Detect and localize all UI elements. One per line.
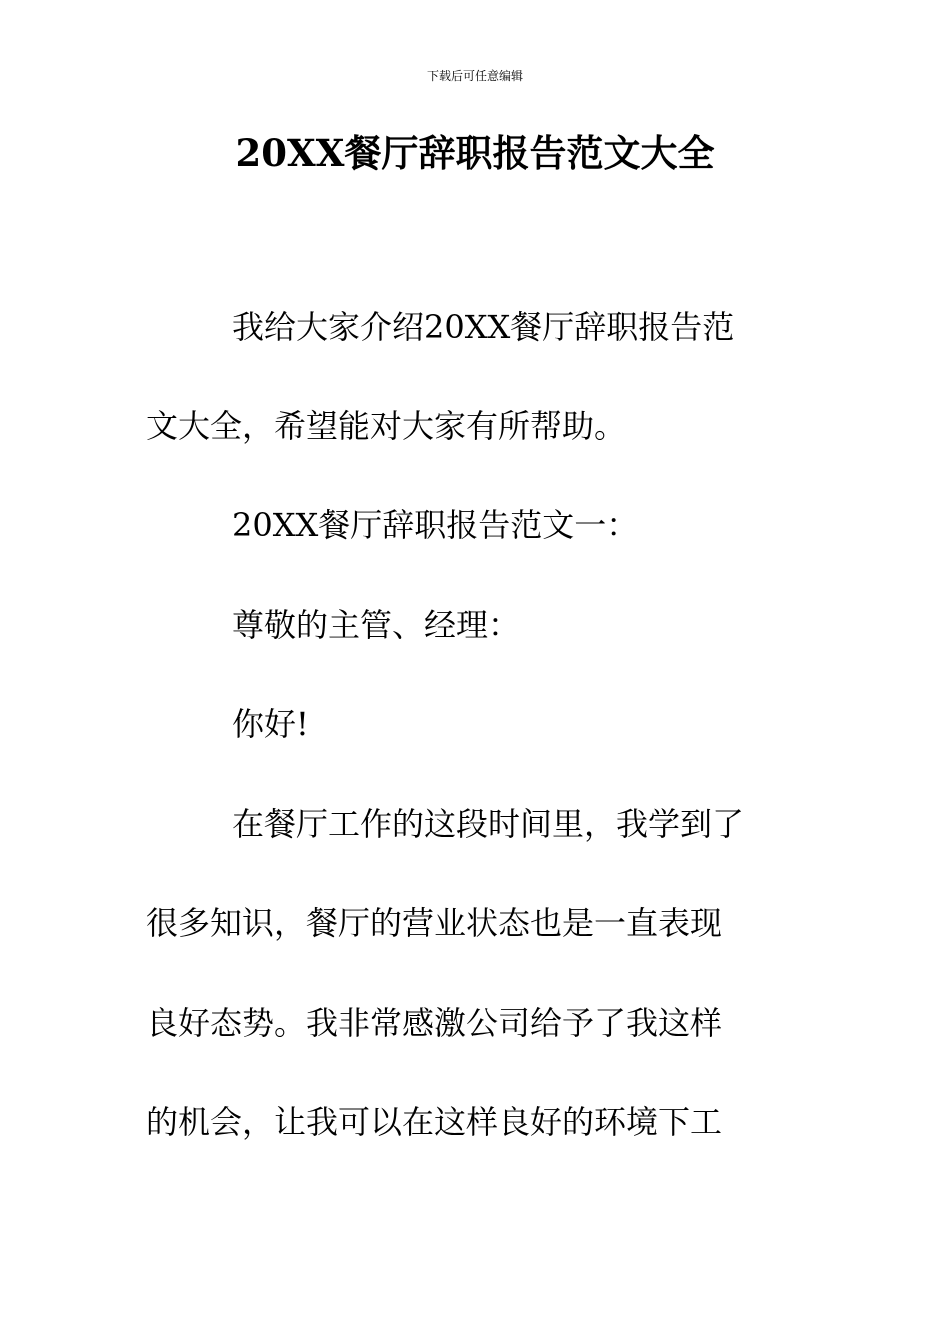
- greeting: 你好!: [232, 705, 309, 743]
- body-line-1: 在餐厅工作的这段时间里，我学到了: [232, 805, 745, 843]
- body-line-2: 很多知识，餐厅的营业状态也是一直表现: [146, 904, 723, 942]
- section-heading: 20XX餐厅辞职报告范文一：: [232, 506, 639, 544]
- page-title: 20XX餐厅辞职报告范文大全: [235, 131, 715, 175]
- body-line-4: 的机会，让我可以在这样良好的环境下工: [146, 1103, 723, 1141]
- intro-line-2: 文大全，希望能对大家有所帮助。: [146, 407, 627, 445]
- salutation: 尊敬的主管、经理：: [232, 606, 521, 644]
- header-note: 下载后可任意编辑: [426, 69, 523, 83]
- body-line-3: 良好态势。我非常感激公司给予了我这样: [146, 1004, 723, 1042]
- intro-line-1: 我给大家介绍20XX餐厅辞职报告范: [232, 308, 735, 346]
